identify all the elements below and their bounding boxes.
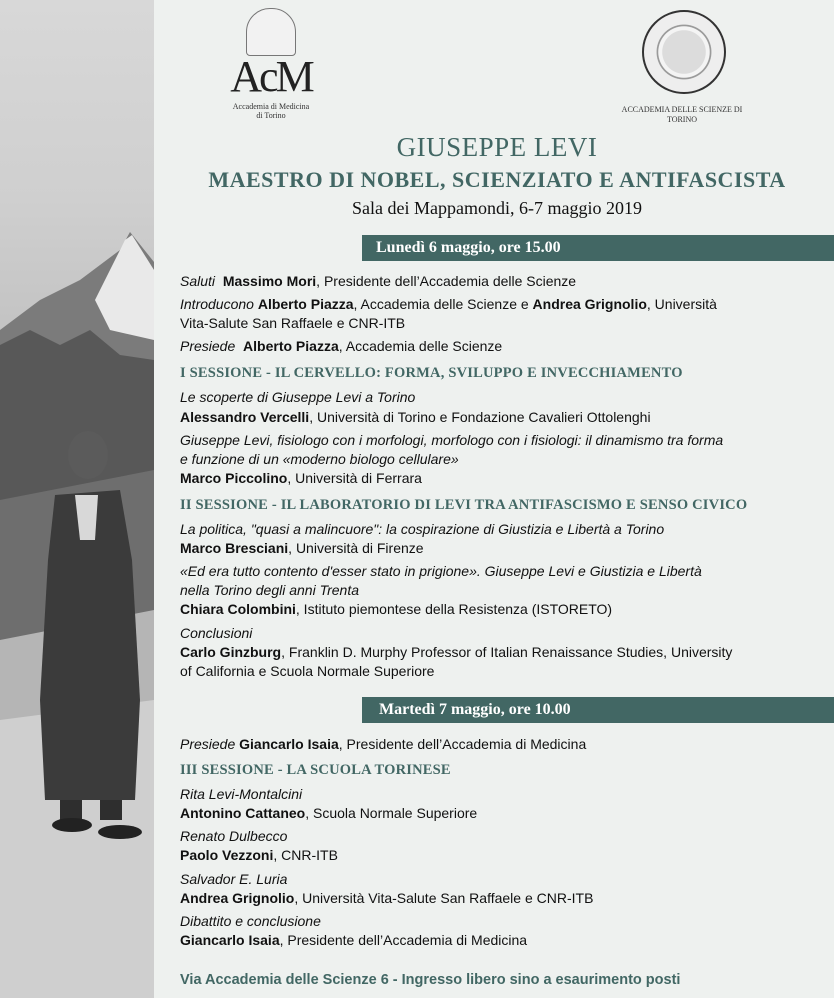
affiliation: , Università di Ferrara	[287, 470, 422, 486]
speaker-line	[180, 408, 651, 426]
affiliation: , Università di Torino e Fondazione Cavalieri Ottolenghi	[309, 409, 651, 425]
role-label: Presiede	[180, 338, 236, 354]
affiliation: , Accademia delle Scienze e	[353, 296, 533, 312]
speaker-name: Antonino Cattaneo	[180, 805, 306, 821]
affiliation: , Franklin D. Murphy Professor of Italian Renaissance Studies, University	[281, 644, 733, 660]
day1-band	[362, 235, 834, 261]
accademia-medicina-logo	[230, 8, 312, 120]
speaker-line	[180, 804, 477, 822]
affiliation: , Università Vita-Salute San Raffaele e CNR-ITB	[294, 890, 594, 906]
role-label: Presiede	[180, 736, 236, 752]
affiliation: , Accademia delle Scienze	[338, 338, 503, 354]
footer-address: Via Accademia delle Scienze 6 - Ingresso libero sino a esaurimento posti	[180, 972, 681, 988]
speaker-name: Alberto Piazza	[243, 338, 339, 354]
speaker-line	[180, 643, 732, 661]
speaker-line	[180, 600, 612, 618]
speaker-line	[180, 846, 338, 864]
affiliation: , Università	[646, 296, 717, 312]
speaker-name: Alberto Piazza	[257, 296, 354, 312]
talk-title: Salvador E. Luria	[180, 871, 288, 887]
speaker-name: Andrea Grignolio	[532, 296, 647, 312]
photo-illustration	[0, 0, 154, 998]
speaker-line	[180, 469, 422, 487]
event-subtitle: MAESTRO DI NOBEL, SCIENZIATO E ANTIFASCISTA	[208, 167, 786, 192]
talk-title: Renato Dulbecco	[180, 828, 288, 844]
accademia-scienze-logo	[620, 10, 744, 126]
affiliation-cont: of California e Scuola Normale Superiore	[180, 663, 435, 679]
speaker-name: Marco Piccolino	[180, 470, 288, 486]
speaker-name: Massimo Mori	[222, 273, 317, 289]
speaker-line	[180, 931, 527, 949]
photo-levi-mountain	[0, 0, 154, 998]
seal-icon	[642, 10, 726, 94]
affiliation: , Scuola Normale Superiore	[305, 805, 478, 821]
talk-title: Rita Levi-Montalcini	[180, 786, 303, 802]
talk-title-cont: e funzione di un «moderno biologo cellulare»	[180, 451, 459, 467]
presiede-line	[180, 337, 502, 355]
saluti-line	[180, 272, 576, 290]
logo-caption: ACCADEMIA DELLE SCIENZE DI TORINO	[621, 105, 743, 124]
talk-title: Conclusioni	[180, 625, 253, 641]
day1-band-label: Lunedì 6 maggio, ore 15.00	[376, 239, 561, 256]
session-2-title: II SESSIONE - IL LABORATORIO DI LEVI TRA ANTIFASCISMO E SENSO CIVICO	[180, 497, 748, 513]
introducono-line	[180, 295, 717, 313]
logo-monogram: AcM	[230, 52, 312, 101]
speaker-line	[180, 539, 424, 557]
affiliation: , Presidente dell’Accademia delle Scienze	[316, 273, 577, 289]
logo-caption: Accademia di Medicina di Torino	[232, 102, 310, 120]
introducono-line-2: Vita-Salute San Raffaele e CNR-ITB	[180, 315, 406, 331]
session-3-title: III SESSIONE - LA SCUOLA TORINESE	[180, 762, 451, 778]
affiliation: , Presidente dell’Accademia di Medicina	[279, 932, 528, 948]
event-title: GIUSEPPE LEVI	[396, 132, 598, 162]
role-label: Saluti	[180, 273, 216, 289]
speaker-name: Giancarlo Isaia	[180, 932, 280, 948]
affiliation: , Presidente dell’Accademia di Medicina	[338, 736, 587, 752]
talk-title: Giuseppe Levi, fisiologo con i morfologi, morfologo con i fisiologi: il dinamismo tra forma	[180, 432, 724, 448]
day2-band-label: Martedì 7 maggio, ore 10.00	[379, 701, 571, 718]
day2-band	[362, 697, 834, 723]
talk-title: La politica, "quasi a malincuore": la cospirazione di Giustizia e Libertà a Torino	[180, 521, 665, 537]
speaker-name: Alessandro Vercelli	[180, 409, 310, 425]
speaker-name: Andrea Grignolio	[180, 890, 295, 906]
talk-title: «Ed era tutto contento d'esser stato in prigione». Giuseppe Levi e Giustizia e Libertà	[180, 563, 702, 579]
talk-title: Le scoperte di Giuseppe Levi a Torino	[180, 389, 416, 405]
speaker-name: Paolo Vezzoni	[180, 847, 274, 863]
speaker-name: Carlo Ginzburg	[180, 644, 282, 660]
role-label: Introducono	[180, 296, 254, 312]
affiliation: , Università di Firenze	[288, 540, 424, 556]
talk-title-cont: nella Torino degli anni Trenta	[180, 582, 360, 598]
speaker-name: Giancarlo Isaia	[239, 736, 339, 752]
speaker-name: Marco Bresciani	[180, 540, 289, 556]
talk-title: Dibattito e conclusione	[180, 913, 321, 929]
speaker-name: Chiara Colombini	[180, 601, 296, 617]
session-1-title: I SESSIONE - IL CERVELLO: FORMA, SVILUPPO E INVECCHIAMENTO	[180, 365, 683, 381]
crest-icon	[246, 8, 296, 56]
speaker-line	[180, 889, 593, 907]
affiliation: , Istituto piemontese della Resistenza (ISTORETO)	[295, 601, 613, 617]
venue-date: Sala dei Mappamondi, 6-7 maggio 2019	[352, 198, 642, 218]
presiede-line	[180, 735, 586, 753]
affiliation: , CNR-ITB	[273, 847, 338, 863]
